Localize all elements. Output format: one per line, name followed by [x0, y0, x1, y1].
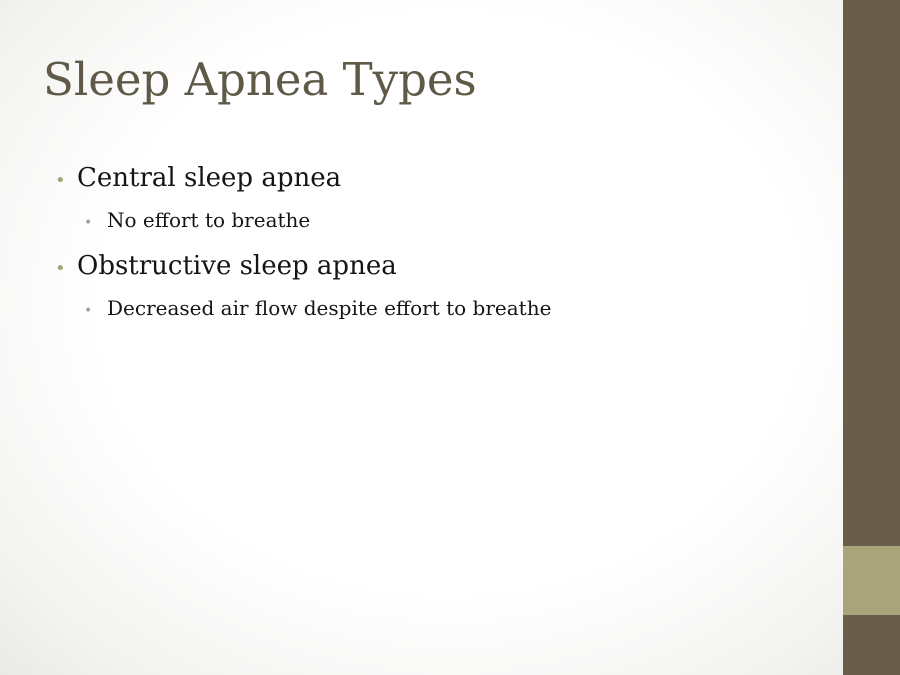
bullet-dot-icon: • — [55, 258, 66, 279]
bullet-dot-icon: • — [55, 170, 66, 191]
sub-bullet-text: No effort to breathe — [107, 208, 311, 232]
sub-bullet-dot-icon: • — [84, 303, 93, 319]
sidebar-accent-block — [843, 546, 900, 615]
bullet-item-central — [55, 158, 551, 242]
slide-title: Sleep Apnea Types — [43, 53, 477, 106]
bullet-list — [55, 158, 551, 330]
bullet-item-obstructive — [55, 246, 551, 330]
sub-bullet-dot-icon: • — [84, 215, 93, 231]
sub-bullet-list — [55, 201, 551, 242]
sub-bullet-item — [84, 289, 551, 330]
bullet-text: Central sleep apnea — [77, 163, 342, 193]
sub-bullet-list — [55, 289, 551, 330]
sub-bullet-text: Decreased air flow despite effort to breathe — [107, 296, 552, 320]
sub-bullet-item — [84, 201, 551, 242]
bullet-text: Obstructive sleep apnea — [77, 251, 397, 281]
